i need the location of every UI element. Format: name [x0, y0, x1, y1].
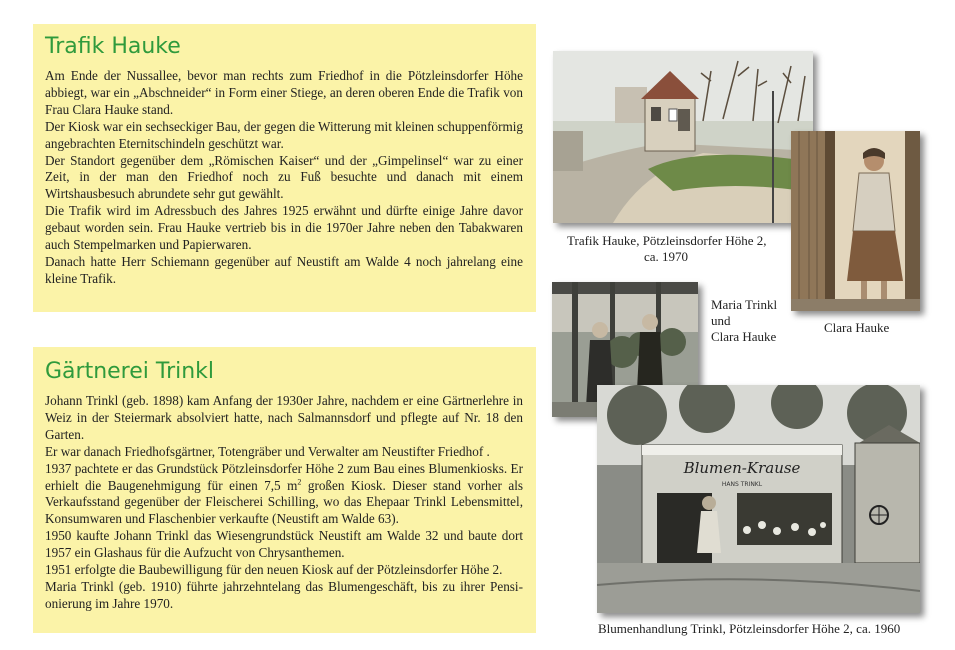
paragraph: Er war danach Friedhofsgärtner, Totengräber und Verwalter am Neustifter Friedhof . [45, 443, 490, 459]
section-title: Gärtnerei Trinkl [45, 359, 215, 384]
caption-trafik-hauke [567, 233, 767, 265]
section-body [45, 393, 523, 613]
doorway-portrait-illustration [791, 131, 920, 311]
paragraph: Danach hatte Herr Schiemann gegenüber auf Neustift am Walde 4 noch jahrelang eine kleine Trafik. [45, 253, 523, 286]
section-title: Trafik Hauke [45, 34, 181, 59]
caption-blumenhandlung: Blumenhandlung Trinkl, Pötzleinsdorfer Höhe 2, ca. 1960 [598, 621, 901, 636]
paragraph: Johann Trinkl (geb. 1898) kam Anfang der 1930er Jahre, nachdem er eine Gärtnerlehre in Weiz in der Steiermark absolviert hatte, nach Salmannsdorf und pflegte auf Nr. 18 den Garten. [45, 393, 523, 442]
kiosk-street-illustration [553, 51, 813, 223]
caption-line: Trafik Hauke, Pötzleinsdorfer Höhe 2, [567, 233, 767, 248]
photo-blumenhandlung [597, 385, 920, 613]
caption-line: ca. 1970 [644, 249, 689, 264]
caption-line: und [711, 313, 731, 328]
section-trafik-hauke [33, 24, 536, 312]
paragraph: Die Trafik wird im Adressbuch des Jahres 1925 erwähnt und dürfte einige Jahre davor gebaut worden sein. Frau Hauke vertrieb bis in die 1970er Jahre neben den Tabakwaren auch Stempelmarken und Papierwaren. [45, 203, 523, 253]
paragraph: Der Standort gegenüber dem „Römischen Kaiser“ und der „Gimpelinsel“ war zu einer Zeit, in der man den Friedhof noch zu Fuß besuchte und danach mit einem Wirtshausbesuch abrundete sehr gut gewählt. [45, 152, 523, 202]
flower-shop-illustration [597, 385, 920, 613]
text-span: großen Kiosk. Dieser stand vorher als Verkaufsstand gegenüber der Fleischerei Schilling, wo das Ehepaar Trinkl Lebensmittel, Konsumwaren und Flaschenbier verkaufte (Neustift am Walde 63). [45, 477, 523, 527]
paragraph: Der Kiosk war ein sechseckiger Bau, der gegen die Witterung mit kleinen schuppenförmig angebrachten Eternitschindeln geschützt war. [45, 118, 523, 151]
text-span: 1937 pachtete er das Grundstück Pötzleinsdorfer Höhe 2 zum Bau eines Blumenkiosks. Er erhielt die Baugenehmigung für einen 7,5 m [45, 460, 523, 493]
caption-line: Maria Trinkl [711, 297, 778, 312]
section-gaertnerei-trinkl [33, 347, 536, 633]
paragraph: Am Ende der Nussallee, bevor man rechts zum Friedhof in die Pötzleinsdorfer Höhe abbiegt, war ein „Abschneider“ in Form einer Stiege, an deren oberen Ende die Trafik von Frau Clara Hauke stand. [45, 68, 523, 117]
paragraph [45, 461, 523, 529]
photo-clara-hauke [791, 131, 920, 311]
shop-sign-text: Blumen-Krause [683, 459, 801, 477]
section-body [45, 68, 523, 288]
shop-subsign-text: HANS TRINKL [721, 481, 763, 488]
caption-clara-hauke: Clara Hauke [824, 320, 890, 335]
caption-maria-clara [711, 297, 777, 345]
superscript: 2 [297, 477, 302, 487]
paragraph: Maria Trinkl (geb. 1910) führte jahrzehntelang das Blumengeschäft, bis zu ihrer Pensionierung im Jahre 1970. [45, 578, 523, 611]
photo-trafik-hauke [553, 51, 813, 223]
paragraph: 1951 erfolgte die Baubewilligung für den neuen Kiosk auf der Pötzleinsdorfer Höhe 2. [45, 562, 503, 578]
paragraph: 1950 kaufte Johann Trinkl das Wiesengrundstück Neustift am Walde 32 und baute dort 1957 ein Glashaus für die Aufzucht von Chrysanthemen. [45, 528, 523, 561]
caption-line: Clara Hauke [711, 329, 777, 344]
